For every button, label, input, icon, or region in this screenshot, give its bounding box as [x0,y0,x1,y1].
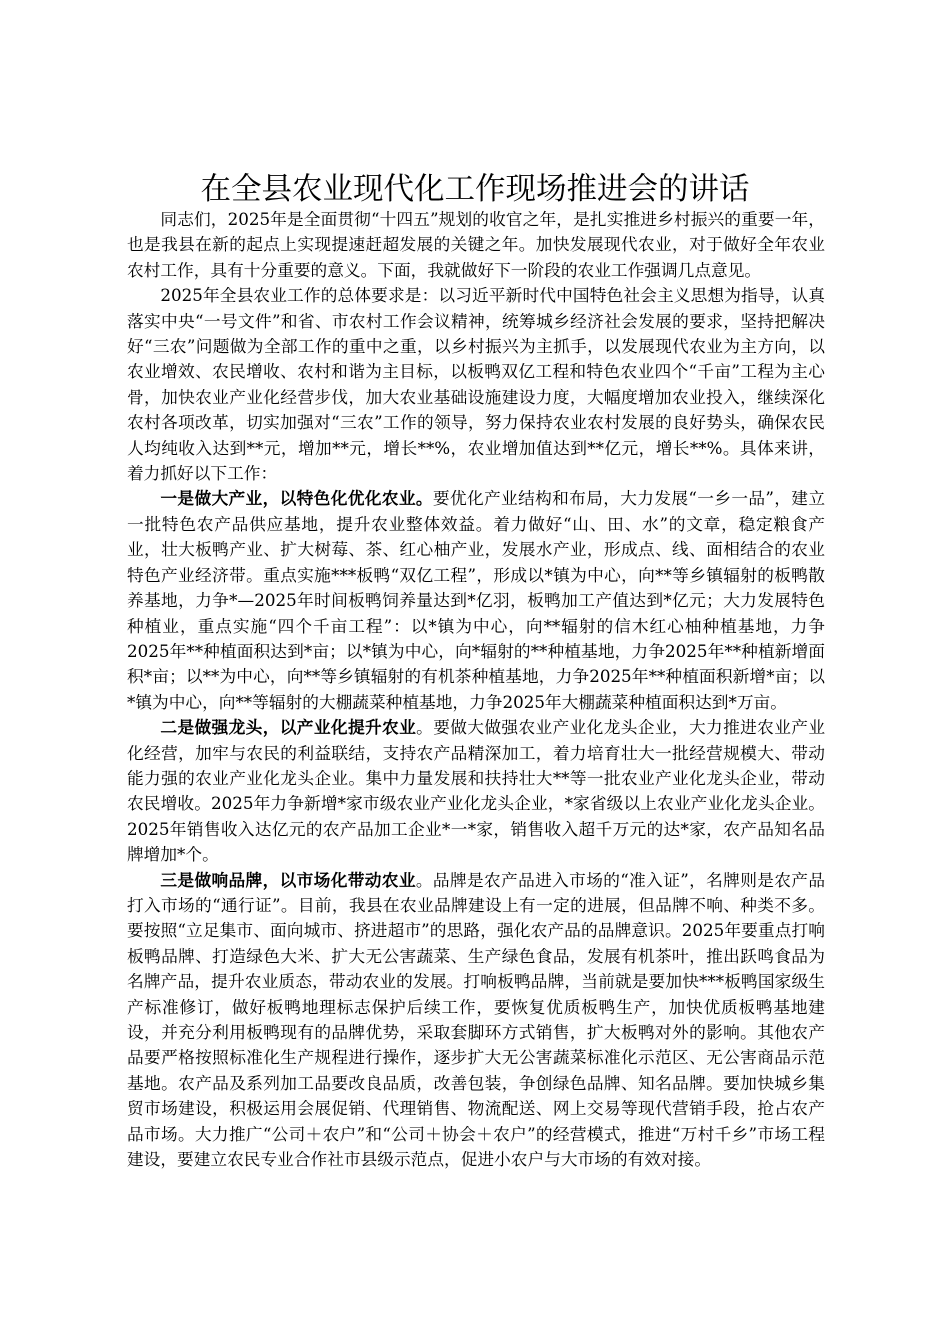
paragraph-heading: 二是做强龙头，以产业化提升农业 [160,717,417,738]
paragraph-point-one [127,486,825,715]
paragraph-heading: 三是做响品牌，以市场化带动农业 [160,869,416,890]
paragraph-text: 同志们，2025年是全面贯彻“十四五”规划的收官之年，是扎实推进乡村振兴的重要一年，也是我县在新的起点上实现提速赶超发展的关键之年。加快发展现代农业，对于做好全年农业农村工作，具有十分重要的意义。下面，我就做好下一阶段的农业工作强调几点意见。 [127,209,825,280]
paragraph-point-three [127,868,825,1173]
paragraph-heading: 一是做大产业，以特色化优化农业。 [160,488,433,509]
paragraph-text: 。要做大做强农业产业化龙头企业，大力推进农业产业化经营，加牢与农民的利益联结，支持农产品精深加工，着力培育壮大一批经营规模大、带动能力强的农业产业化龙头企业。集中力量发展和扶持壮大**等一批农业产业化龙头企业，带动农民增收。2025年力争新增*家市级农业产业化龙头企业，*家省级以上农业产业化龙头企业。2025年销售收入达亿元的农产品加工企业*一*家，销售收入超千万元的达*家，农产品知名品牌增加*个。 [127,717,826,865]
paragraph-opening [127,207,825,283]
paragraph-point-two [127,715,825,867]
paragraph-text: 2025年全县农业工作的总体要求是：以习近平新时代中国特色社会主义思想为指导，认真落实中央“一号文件”和省、市农村工作会议精神，统筹城乡经济社会发展的要求，坚持把解决好“三农”问题做为全部工作的重中之重，以乡村振兴为主抓手，以发展现代农业为主方向，以农业增效、农民增收、农村和谐为主目标，以板鸭双亿工程和特色农业四个“千亩”工程为主心骨，加快农业产业化经营步伐，加大农业基础设施建设力度，大幅度增加农业投入，继续深化农村各项改革，切实加强对“三农”工作的领导，努力保持农业农村发展的良好势头，确保农民人均纯收入达到**元，增加**元，增长**%，农业增加值达到**亿元，增长**%。具体来讲，着力抓好以下工作： [127,285,825,484]
document-body [127,207,825,1172]
paragraph-overall-requirements [127,283,825,486]
paragraph-text: 。品牌是农产品进入市场的“准入证”，名牌则是农产品打入市场的“通行证”。目前，我县在农业品牌建设上有一定的进展，但品牌不响、种类不多。要按照“立足集市、面向城市、挤进超市”的思路，强化农产品的品牌意识。2025年要重点打响板鸭品牌、打造绿色大米、扩大无公害蔬菜、生产绿色食品，发展有机茶叶，推出跃鸣食品为名牌产品，提升农业质态，带动农业的发展。打响板鸭品牌，当前就是要加快***板鸭国家级生产标准修订，做好板鸭地理标志保护后续工作，要恢复优质板鸭生产，加快优质板鸭基地建设，并充分利用板鸭现有的品牌优势，采取套脚环方式销售，扩大板鸭对外的影响。其他农产品要严格按照标准化生产规程进行操作，逐步扩大无公害蔬菜标准化示范区、无公害商品示范基地。农产品及系列加工品要改良品质，改善包装，争创绿色品牌、知名品牌。要加快城乡集贸市场建设，积极运用会展促销、代理销售、物流配送、网上交易等现代营销手段，抢占农产品市场。大力推广“公司＋农户”和“公司＋协会＋农户”的经营模式，推进“万村千乡”市场工程建设，要建立农民专业合作社市县级示范点，促进小农户与大市场的有效对接。 [127,869,826,1170]
paragraph-text: 要优化产业结构和布局，大力发展“一乡一品”，建立一批特色农产品供应基地，提升农业整体效益。着力做好“山、田、水”的文章，稳定粮食产业，壮大板鸭产业、扩大树莓、茶、红心柚产业，发展水产业，形成点、线、面相结合的农业特色产业经济带。重点实施***板鸭“双亿工程”，形成以*镇为中心，向**等乡镇辐射的板鸭散养基地，力争*—2025年时间板鸭饲养量达到*亿羽，板鸭加工产值达到*亿元；大力发展特色种植业，重点实施“四个千亩工程”：以*镇为中心，向**辐射的信木红心柚种植基地，力争2025年**种植面积达到*亩；以*镇为中心，向*辐射的**种植基地，力争2025年**种植新增面积*亩；以**为中心，向**等乡镇辐射的有机茶种植基地，力争2025年**种植面积新增*亩；以*镇为中心，向**等辐射的大棚蔬菜种植基地，力争2025年大棚蔬菜种植面积达到*万亩。 [127,488,826,712]
document-title: 在全县农业现代化工作现场推进会的讲话 [200,172,750,207]
